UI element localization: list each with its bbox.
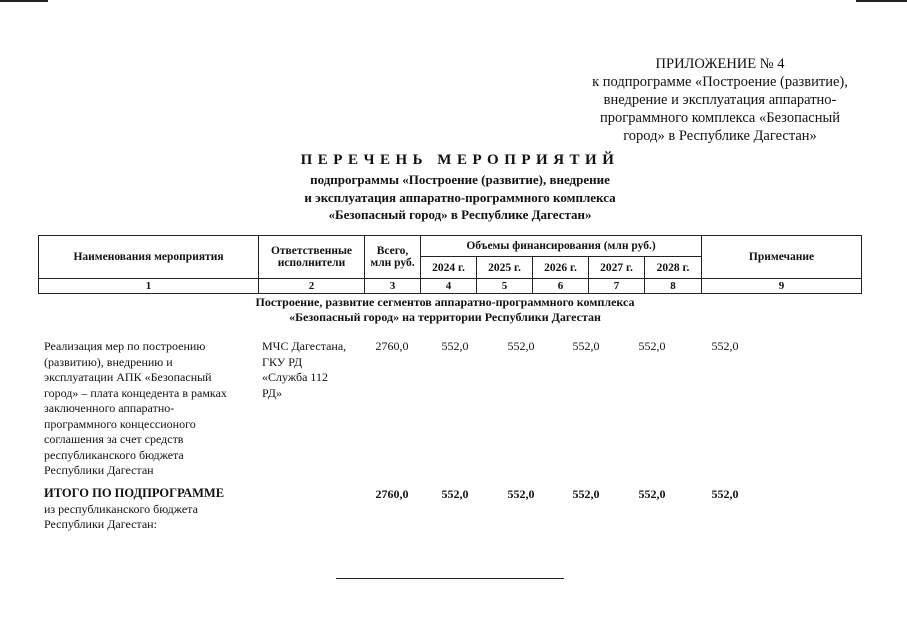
activity-name-line: заключенного аппаратно- [44, 401, 175, 415]
heading-title: ПЕРЕЧЕНЬ МЕРОПРИЯТИЙ [300, 152, 620, 168]
header-year: 2026 г. [533, 257, 589, 279]
header-total: Всего, млн руб. [365, 236, 421, 279]
totals-subtitle-line: из республиканского бюджета [44, 501, 198, 516]
executor-line: ГКУ РД [262, 354, 303, 369]
column-number: 3 [365, 279, 421, 294]
column-number: 9 [702, 279, 862, 294]
column-number: 1 [39, 279, 259, 294]
heading-subtitle-line: «Безопасный город» в Республике Дагестан» [328, 207, 592, 222]
activity-name-line: Республики Дагестан [44, 463, 154, 477]
activity-name-line: программного концессионого [44, 416, 196, 431]
top-border-left [0, 0, 48, 2]
activity-value-2028: 552,0 [711, 339, 739, 353]
column-number: 7 [589, 279, 645, 294]
activity-name-line: Реализация мер по построению [44, 339, 206, 353]
section-title-line: Построение, развитие сегментов аппаратно-программного комплекса [255, 295, 635, 309]
activity-value-2024: 552,0 [441, 339, 469, 353]
executor-line: РД» [262, 385, 282, 400]
header-year: 2028 г. [645, 257, 702, 279]
executor-line: «Служба 112 [262, 370, 328, 384]
activity-name [44, 339, 249, 479]
activity-total: 2760,0 [375, 339, 409, 353]
appendix-title: ПРИЛОЖЕНИЕ № 4 [655, 56, 785, 72]
heading-subtitle-line: подпрограммы «Построение (развитие), внедрение [310, 172, 610, 187]
activity-value-2026: 552,0 [572, 339, 600, 353]
section-title-line: «Безопасный город» на территории Республики Дагестан [289, 310, 601, 324]
header-year: 2025 г. [477, 257, 533, 279]
totals-value-2024: 552,0 [441, 487, 469, 501]
totals-subtitle-line: Республики Дагестан: [44, 517, 157, 531]
header-executors: Ответственные исполнители [259, 236, 365, 279]
activity-name-line: соглашения за счет средств [44, 432, 184, 446]
header-name: Наименования мероприятия [39, 236, 259, 279]
section-title [200, 295, 690, 325]
appendix-line: программного комплекса «Безопасный [600, 110, 840, 126]
header-year: 2024 г. [421, 257, 477, 279]
totals-value-2027: 552,0 [638, 487, 666, 501]
appendix-line: внедрение и эксплуатация аппаратно- [603, 92, 837, 108]
totals-value-2028: 552,0 [711, 487, 739, 501]
top-border-right [856, 0, 907, 2]
column-number: 6 [533, 279, 589, 294]
heading-subtitle-line: и эксплуатация аппаратно-программного комплекса [304, 189, 616, 205]
column-number: 5 [477, 279, 533, 294]
column-number: 8 [645, 279, 702, 294]
totals-title: ИТОГО ПО ПОДПРОГРАММЕ [44, 486, 225, 500]
column-number: 4 [421, 279, 477, 294]
totals-label [44, 486, 284, 533]
signature-divider [336, 578, 564, 579]
document-heading [210, 152, 710, 224]
executor-line: МЧС Дагестана, [262, 339, 347, 353]
header-year: 2027 г. [589, 257, 645, 279]
activity-name-line: эксплуатации АПК «Безопасный [44, 370, 212, 384]
totals-value-2026: 552,0 [572, 487, 600, 501]
activity-value-2025: 552,0 [507, 339, 535, 353]
activity-name-line: (развитию), внедрению и [44, 354, 173, 369]
activity-name-line: республиканского бюджета [44, 447, 184, 462]
header-financing: Объемы финансирования (млн руб.) [421, 236, 702, 257]
header-note: Примечание [702, 236, 862, 279]
activity-name-line: город» – плата концедента в рамках [44, 385, 227, 400]
activity-executors [262, 339, 362, 401]
appendix-line: к подпрограмме «Построение (развитие), [592, 74, 848, 90]
appendix-line: город» в Республике Дагестан» [623, 128, 817, 144]
column-number: 2 [259, 279, 365, 294]
appendix-block [560, 55, 880, 145]
totals-value-2025: 552,0 [507, 487, 535, 501]
activity-value-2027: 552,0 [638, 339, 666, 353]
totals-total: 2760,0 [375, 487, 409, 501]
activities-table [38, 235, 862, 294]
